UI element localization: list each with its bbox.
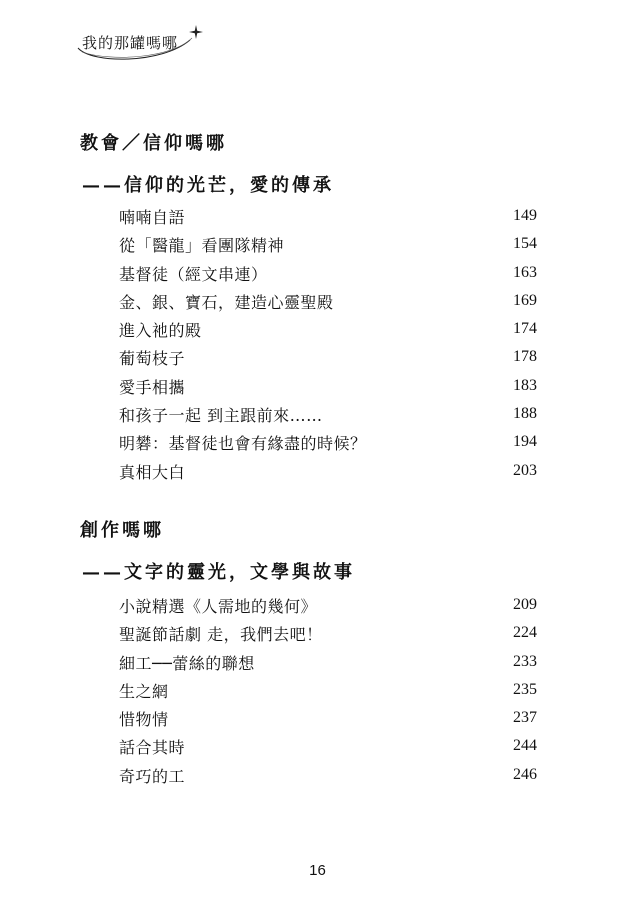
toc-entry: [119, 458, 537, 486]
section-title: 創作嗎哪: [80, 520, 164, 541]
toc-entry: [119, 429, 537, 457]
toc-entry-title: 葡萄枝子: [119, 349, 186, 369]
toc-entry-page: 233: [513, 652, 537, 670]
toc-entry-page: 149: [513, 207, 537, 224]
toc-entry-page: 174: [513, 320, 537, 338]
toc-entry-page: 246: [513, 765, 537, 783]
toc-entry-page: 224: [513, 624, 537, 642]
toc-entry-title: 聖誕節話劇 走，我們去吧！: [119, 625, 323, 645]
toc-entry: [119, 592, 537, 620]
toc-entry-page: 203: [513, 461, 537, 479]
toc-entry-page: 235: [513, 680, 537, 698]
toc-entry: [119, 203, 537, 231]
toc-entry-title: 基督徒（經文串連）: [119, 264, 268, 284]
toc-entry-title: 從「醫龍」看團隊精神: [119, 236, 285, 256]
toc-entry-title: 話合其時: [119, 738, 186, 758]
toc-entry-title: 真相大白: [119, 462, 186, 482]
toc-entry-page: 188: [513, 405, 537, 423]
toc-entry: [119, 677, 537, 705]
toc-entry-title: 明礬：基督徒也會有緣盡的時候？: [119, 434, 367, 454]
toc-entry-page: 237: [513, 709, 537, 727]
section-subtitle: ——信仰的光芒，愛的傳承: [82, 175, 334, 196]
section-title: 教會／信仰嗎哪: [80, 133, 227, 154]
toc-entry: [119, 649, 537, 677]
toc-entry-page: 154: [513, 235, 537, 253]
toc-entry-title: 愛手相攜: [119, 377, 186, 397]
toc-entry: [119, 705, 537, 733]
toc-entry-title: 細工──蕾絲的聯想: [119, 653, 255, 673]
toc-entry: [119, 231, 537, 259]
toc-entry-page: 209: [513, 596, 537, 613]
running-header: [80, 24, 210, 64]
toc-entry-title: 和孩子一起 到主跟前來……: [119, 406, 323, 426]
toc-entry: [119, 620, 537, 648]
toc-entry-title: 奇巧的工: [119, 766, 186, 786]
toc-entry: [119, 260, 537, 288]
toc-entry-page: 183: [513, 376, 537, 394]
toc-entry: [119, 316, 537, 344]
toc-entry-page: 163: [513, 263, 537, 281]
toc-entry-title: 喃喃自語: [119, 208, 186, 227]
toc-entry-title: 金、銀、寶石，建造心靈聖殿: [119, 292, 334, 312]
toc-entry: [119, 288, 537, 316]
section-subtitle: ——文字的靈光，文學與故事: [82, 562, 355, 583]
toc-entry-title: 進入祂的殿: [119, 321, 202, 341]
toc-entry: [119, 401, 537, 429]
page-number: 16: [309, 862, 326, 879]
toc-entry-page: 178: [513, 348, 537, 366]
toc-entry: [119, 762, 537, 790]
toc-entry-title: 小說精選《人需地的幾何》: [119, 597, 318, 616]
toc-entry-page: 244: [513, 737, 537, 755]
toc-entry: [119, 733, 537, 761]
toc-entry: [119, 344, 537, 372]
toc-entry-page: 194: [513, 433, 537, 451]
sparkle-icon: [189, 25, 203, 39]
toc-entry-page: 169: [513, 291, 537, 309]
toc-list: [119, 592, 537, 790]
toc-entry-title: 惜物情: [119, 710, 169, 730]
toc-list: [119, 203, 537, 486]
toc-entry-title: 生之網: [119, 681, 169, 701]
book-title: 我的那罐嗎哪: [82, 34, 179, 52]
toc-entry: [119, 373, 537, 401]
